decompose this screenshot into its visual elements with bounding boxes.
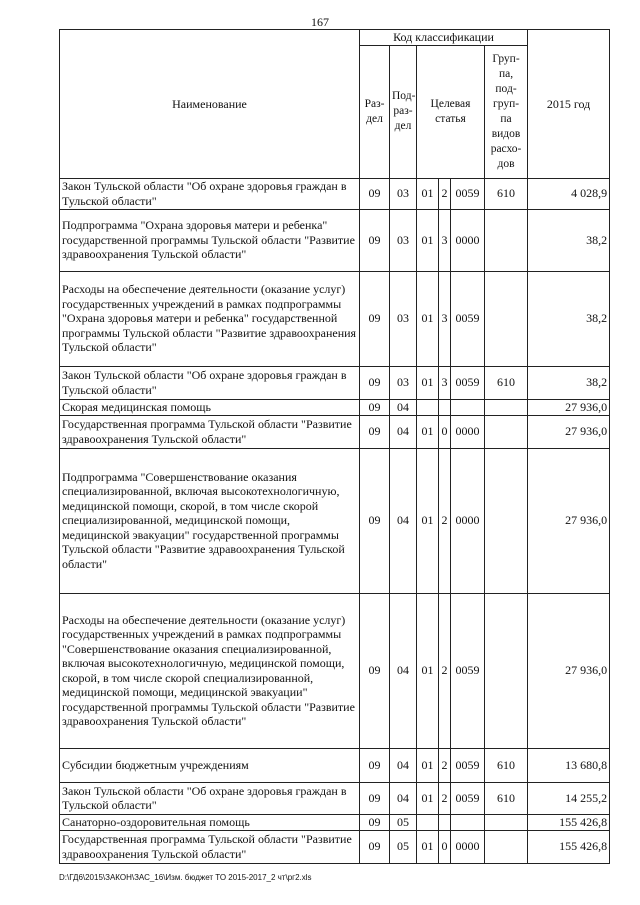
row-subsection: 03 [390,366,417,399]
table-row [60,448,610,593]
table-row [60,593,610,748]
table-row [60,271,610,366]
row-section: 09 [360,178,390,209]
row-section: 09 [360,415,390,448]
row-target-direction: 0059 [451,782,485,814]
row-amount: 14 255,2 [528,782,610,814]
row-name: Расходы на обеспечение деятельности (оказание услуг) государственных учреждений в рамках подпрограммы "Охрана здоровья матери и ребенка" государственной программы Тульской области "Развитие здравоохранения Тульской области" [60,271,360,366]
row-name: Скорая медицинская помощь [60,399,360,415]
table-row [60,782,610,814]
row-subsection: 03 [390,178,417,209]
row-expense-type [485,593,528,748]
row-target-direction [451,814,485,830]
row-subsection: 05 [390,830,417,863]
row-section: 09 [360,366,390,399]
row-target-direction: 0000 [451,415,485,448]
row-target-direction: 0000 [451,448,485,593]
column-header-subsection: Под- раз- дел [390,45,417,178]
row-target-program: 01 [417,271,439,366]
row-expense-type: 610 [485,748,528,782]
table-row [60,366,610,399]
row-amount: 38,2 [528,271,610,366]
row-target-subprogram: 0 [439,830,451,863]
row-section: 09 [360,399,390,415]
column-header-name: Наименование [60,30,360,179]
row-target-subprogram: 3 [439,271,451,366]
row-section: 09 [360,782,390,814]
row-amount: 27 936,0 [528,593,610,748]
row-section: 09 [360,593,390,748]
row-expense-type [485,209,528,271]
row-target-subprogram: 3 [439,366,451,399]
row-amount: 155 426,8 [528,814,610,830]
row-name: Субсидии бюджетным учреждениям [60,748,360,782]
row-amount: 155 426,8 [528,830,610,863]
row-target-subprogram: 2 [439,748,451,782]
row-target-program: 01 [417,448,439,593]
row-section: 09 [360,271,390,366]
row-amount: 27 936,0 [528,415,610,448]
row-target-direction: 0000 [451,209,485,271]
table-row [60,178,610,209]
row-target-subprogram: 0 [439,415,451,448]
row-expense-type [485,448,528,593]
table-body [60,178,610,863]
row-name: Закон Тульской области "Об охране здоровья граждан в Тульской области" [60,366,360,399]
row-target-subprogram: 3 [439,209,451,271]
row-subsection: 04 [390,593,417,748]
table-row [60,830,610,863]
row-subsection: 04 [390,415,417,448]
row-target-direction: 0000 [451,830,485,863]
row-subsection: 03 [390,209,417,271]
row-section: 09 [360,814,390,830]
row-target-program: 01 [417,830,439,863]
row-target-subprogram [439,399,451,415]
row-target-program: 01 [417,593,439,748]
row-target-direction: 0059 [451,748,485,782]
row-expense-type [485,415,528,448]
row-expense-type [485,271,528,366]
row-name: Государственная программа Тульской области "Развитие здравоохранения Тульской области" [60,415,360,448]
row-expense-type: 610 [485,178,528,209]
row-section: 09 [360,748,390,782]
row-target-subprogram [439,814,451,830]
row-target-direction: 0059 [451,271,485,366]
row-target-program: 01 [417,782,439,814]
column-header-classification-code: Код классификации [360,30,528,46]
row-target-direction: 0059 [451,178,485,209]
row-subsection: 04 [390,782,417,814]
row-target-program: 01 [417,748,439,782]
row-expense-type [485,814,528,830]
row-amount: 27 936,0 [528,448,610,593]
row-target-subprogram: 2 [439,178,451,209]
row-subsection: 03 [390,271,417,366]
row-amount: 38,2 [528,366,610,399]
row-subsection: 04 [390,448,417,593]
row-section: 09 [360,830,390,863]
row-expense-type: 610 [485,366,528,399]
row-target-direction [451,399,485,415]
budget-table [59,29,610,864]
row-name: Закон Тульской области "Об охране здоровья граждан в Тульской области" [60,782,360,814]
row-target-subprogram: 2 [439,593,451,748]
row-target-program: 01 [417,366,439,399]
row-name: Расходы на обеспечение деятельности (оказание услуг) государственных учреждений в рамках подпрограммы "Совершенствование оказания специализированной, включая высокотехнологичную, медицинской помощи, скорой, в том числе скорой специализированной, медицинской помощи, медицинской эвакуации" государственной программы Тульской области "Развитие здравоохранения Тульской области" [60,593,360,748]
row-target-direction: 0059 [451,593,485,748]
row-target-program: 01 [417,415,439,448]
table-row [60,814,610,830]
row-name: Закон Тульской области "Об охране здоровья граждан в Тульской области" [60,178,360,209]
row-name: Подпрограмма "Совершенствование оказания специализированной, включая высокотехнологичную, медицинской помощи, скорой, в том числе скорой специализированной, медицинской помощи, медицинской эвакуации" государственной программы Тульской области "Развитие здравоохранения Тульской области" [60,448,360,593]
row-target-program [417,814,439,830]
column-header-section: Раз- дел [360,45,390,178]
row-name: Государственная программа Тульской области "Развитие здравоохранения Тульской области" [60,830,360,863]
row-subsection: 04 [390,399,417,415]
row-target-direction: 0059 [451,366,485,399]
row-amount: 27 936,0 [528,399,610,415]
row-target-subprogram: 2 [439,448,451,593]
row-target-program [417,399,439,415]
row-target-program: 01 [417,178,439,209]
row-target-subprogram: 2 [439,782,451,814]
column-header-target-article: Целевая статья [417,45,485,178]
column-header-year: 2015 год [528,30,610,179]
table-row [60,748,610,782]
table-row [60,209,610,271]
row-amount: 13 680,8 [528,748,610,782]
row-target-program: 01 [417,209,439,271]
column-header-expense-group: Груп- па, под- груп- па видов расхо- дов [485,45,528,178]
file-path-footer: D:\ГД6\2015\ЗАКОН\ЗАС_16\Изм. бюджет ТО 2015-2017_2 чт\рг2.xls [59,873,312,882]
row-expense-type [485,399,528,415]
row-name: Санаторно-оздоровительная помощь [60,814,360,830]
row-section: 09 [360,448,390,593]
row-amount: 4 028,9 [528,178,610,209]
page-number: 167 [311,15,329,29]
row-expense-type [485,830,528,863]
table-row [60,399,610,415]
row-section: 09 [360,209,390,271]
row-amount: 38,2 [528,209,610,271]
row-subsection: 04 [390,748,417,782]
table-row [60,415,610,448]
row-expense-type: 610 [485,782,528,814]
row-subsection: 05 [390,814,417,830]
row-name: Подпрограмма "Охрана здоровья матери и ребенка" государственной программы Тульской области "Развитие здравоохранения Тульской области" [60,209,360,271]
